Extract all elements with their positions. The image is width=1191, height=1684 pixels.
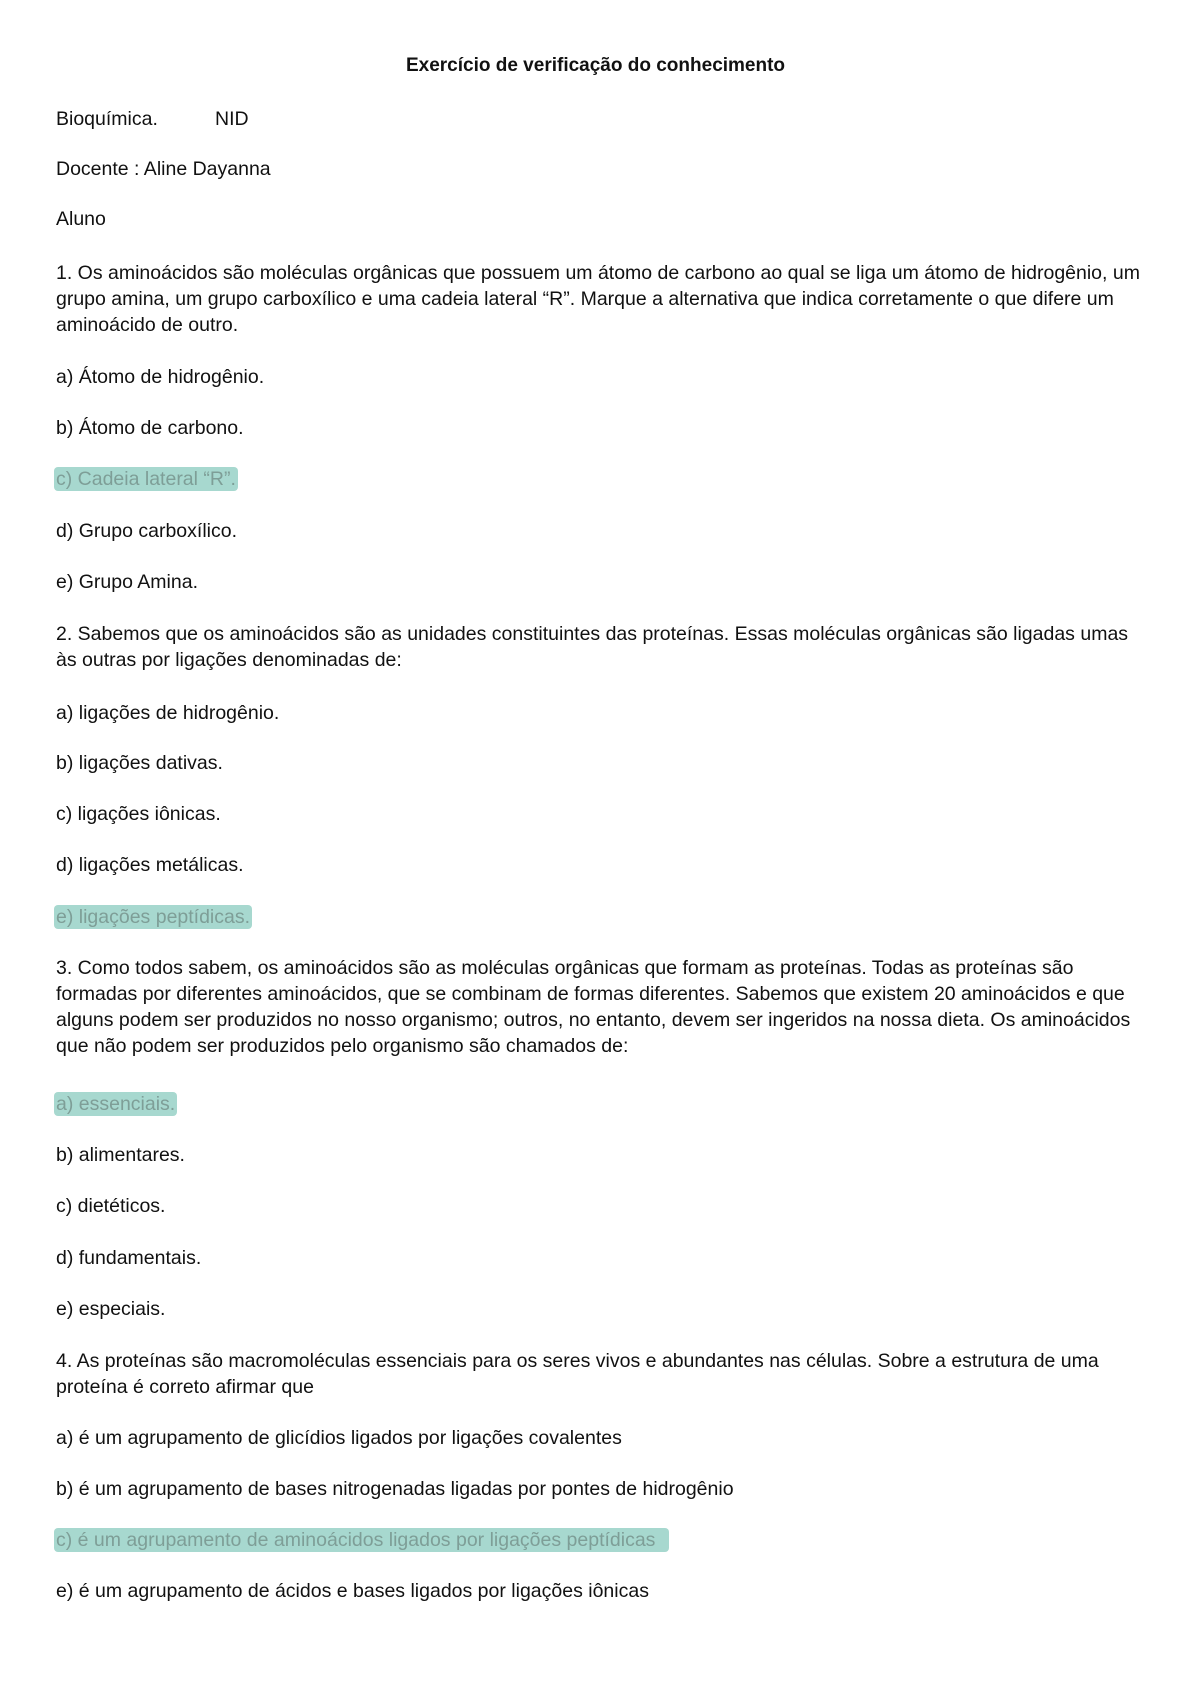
q4-option-c-highlighted: [56, 1527, 669, 1553]
answer-highlight: a) essenciais.: [56, 1093, 176, 1115]
q1-option-a: a) Átomo de hidrogênio.: [56, 366, 265, 388]
discipline-label: Bioquímica.: [56, 108, 158, 130]
question-4-text: 4. As proteínas são macromoléculas essenciais para os seres vivos e abundantes nas células. Sobre a estrutura de uma proteína é correto afirmar que: [56, 1350, 1099, 1398]
question-1-text: 1. Os aminoácidos são moléculas orgânicas que possuem um átomo de carbono ao qual se liga um átomo de hidrogênio, um grupo amina, um grupo carboxílico e uma cadeia lateral “R”. Marque a alternativa que indica corretamente o que difere um aminoácido de outro.: [56, 262, 1140, 336]
q1-option-d: d) Grupo carboxílico.: [56, 520, 237, 542]
q4-option-b: b) é um agrupamento de bases nitrogenadas ligadas por pontes de hidrogênio: [56, 1478, 734, 1500]
q3-option-a-highlighted: [56, 1091, 177, 1117]
answer-highlight: c) é um agrupamento de aminoácidos ligados por ligações peptídicas: [54, 1528, 669, 1552]
teacher-line: Docente : Aline Dayanna: [56, 158, 271, 180]
q3-option-c: c) dietéticos.: [56, 1195, 166, 1217]
q2-option-b: b) ligações dativas.: [56, 752, 223, 774]
q3-option-b: b) alimentares.: [56, 1144, 185, 1166]
q1-option-b: b) Átomo de carbono.: [56, 417, 244, 439]
q2-option-c: c) ligações iônicas.: [56, 803, 221, 825]
q2-option-a: a) ligações de hidrogênio.: [56, 702, 280, 724]
student-line: Aluno: [56, 208, 106, 230]
q1-option-c-highlighted: [56, 466, 238, 492]
page-title: Exercício de verificação do conhecimento: [405, 55, 786, 76]
q3-option-e: e) especiais.: [56, 1298, 166, 1320]
q3-option-d: d) fundamentais.: [56, 1247, 202, 1269]
q4-option-a: a) é um agrupamento de glicídios ligados por ligações covalentes: [56, 1427, 622, 1449]
q1-option-e: e) Grupo Amina.: [56, 571, 198, 593]
question-3-text: 3. Como todos sabem, os aminoácidos são as moléculas orgânicas que formam as proteínas. Todas as proteínas são formadas por diferentes aminoácidos, que se combinam de formas diferentes. Sabemos que existem 20 aminoácidos e que alguns podem ser produzidos no nosso organismo; outros, no entanto, devem ser ingeridos na nossa dieta. Os aminoácidos que não podem ser produzidos pelo organismo são chamados de:: [56, 957, 1131, 1057]
q2-option-d: d) ligações metálicas.: [56, 854, 244, 876]
q4-option-e: e) é um agrupamento de ácidos e bases ligados por ligações iônicas: [56, 1580, 649, 1602]
answer-highlight: e) ligações peptídicas.: [56, 906, 251, 928]
q2-option-e-highlighted: [56, 904, 252, 930]
answer-highlight: c) Cadeia lateral “R”.: [56, 468, 236, 490]
question-2-text: 2. Sabemos que os aminoácidos são as unidades constituintes das proteínas. Essas moléculas orgânicas são ligadas umas às outras por ligações denominadas de:: [56, 623, 1129, 671]
discipline-line: [56, 106, 249, 132]
nid-label: NID: [215, 108, 249, 130]
